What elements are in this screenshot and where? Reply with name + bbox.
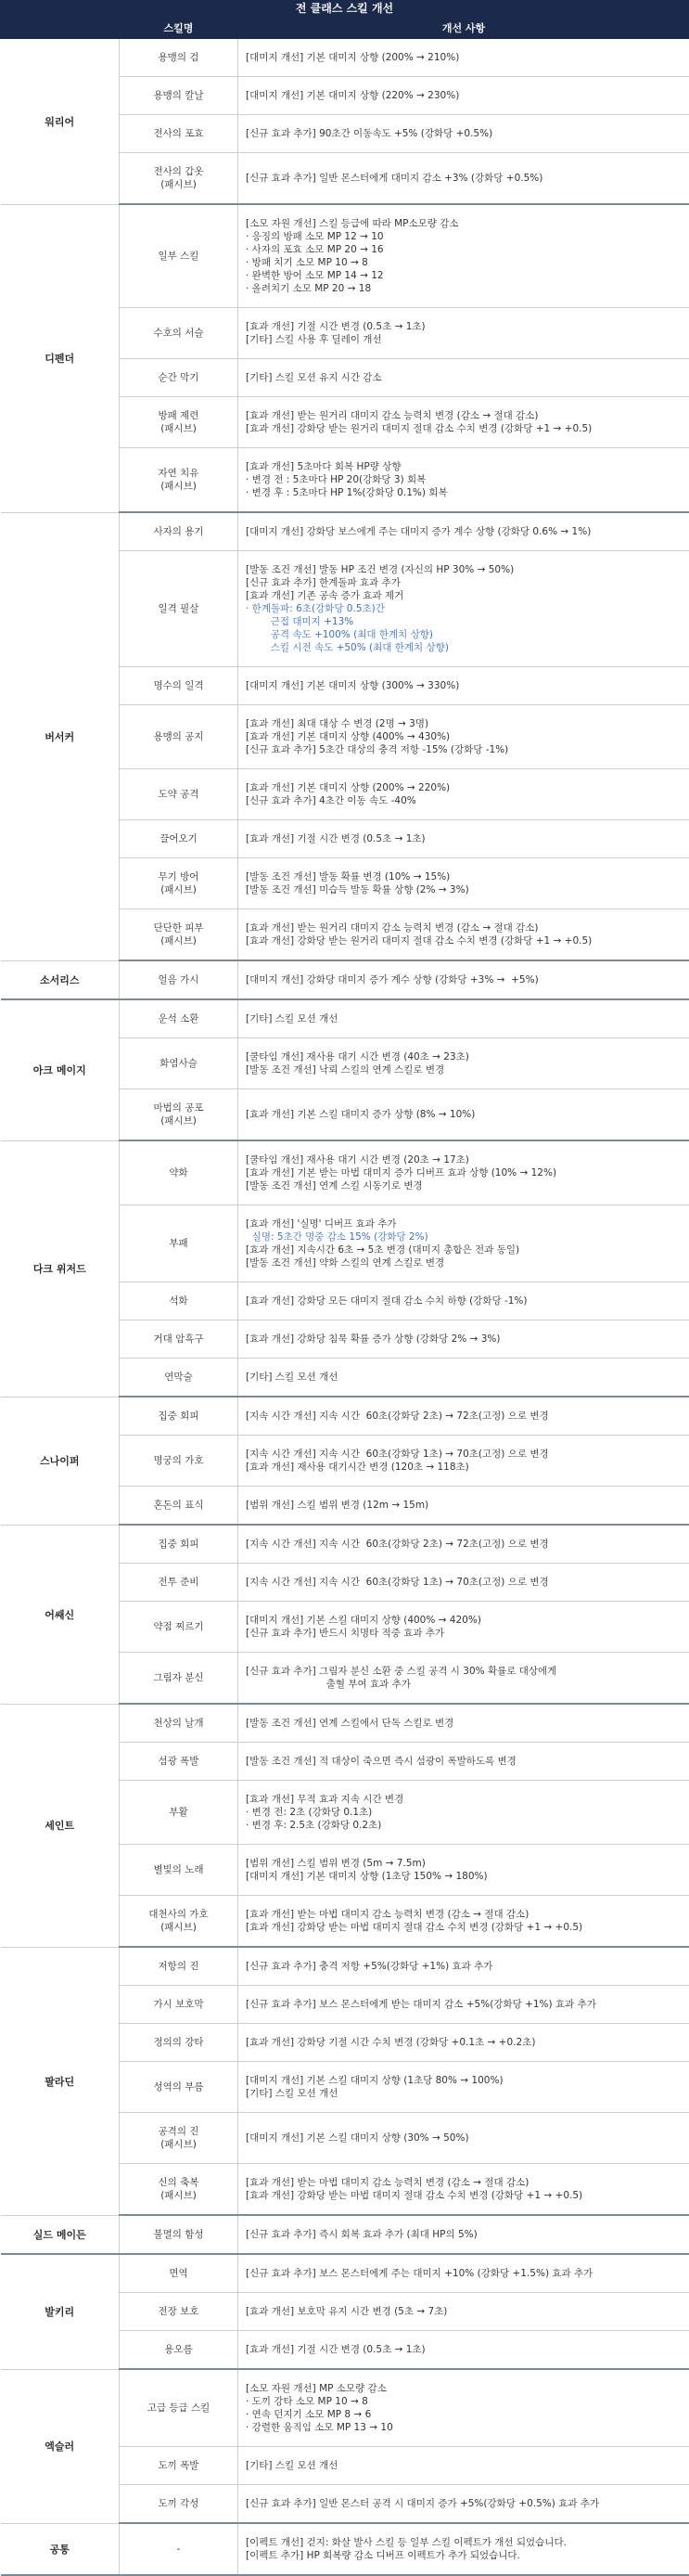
change-description (238, 1320, 689, 1359)
skill-name (120, 551, 238, 667)
skill-name-line: (패시브) (121, 480, 236, 493)
change-description (238, 1986, 689, 2024)
skill-name-line: 운석 소환 (121, 1012, 236, 1025)
change-description (238, 153, 689, 205)
change-line: [효과 개선] 기존 공속 증가 효과 제거 (246, 589, 683, 602)
change-line: [신규 효과 추가] 그림자 분신 소환 중 스킬 공격 시 30% 확률로 대상에게 (246, 1665, 683, 1678)
skill-name-line: 천상의 날개 (121, 1717, 236, 1730)
change-line: · 변경 후: 2.5초 (강화당 0.2초) (246, 1819, 683, 1832)
skill-name-line: 정의의 강타 (121, 2036, 236, 2049)
table-row (1, 2215, 689, 2254)
skill-name-line: 가시 보호막 (121, 1998, 236, 2011)
change-description (238, 1896, 689, 1948)
change-line: · 방패 치기 소모 MP 10 → 8 (246, 256, 683, 269)
change-line: [범위 개선] 스킬 범위 변경 (12m → 15m) (246, 1499, 683, 1512)
class-name: 버서커 (1, 512, 120, 960)
table-row (1, 512, 689, 551)
skill-name (120, 1525, 238, 1564)
change-column-header: 개선 사항 (238, 18, 689, 39)
change-description (238, 820, 689, 858)
change-description (238, 1436, 689, 1487)
change-line: [발동 조건 개선] 미습득 발동 확률 상향 (2% → 3%) (246, 883, 683, 896)
skill-name-line: (패시브) (121, 2138, 236, 2151)
class-column-header (1, 18, 120, 39)
change-line: [신규 효과 추가] 한계돌파 효과 추가 (246, 576, 683, 589)
change-line: [기타] 스킬 모션 개선 (246, 2087, 683, 2100)
skill-name-line: 무기 방어 (121, 870, 236, 883)
change-description (238, 397, 689, 448)
skill-name-line: 일격 필살 (121, 602, 236, 615)
skill-name (120, 1986, 238, 2024)
skill-name-line: 저항의 진 (121, 1960, 236, 1973)
skill-name (120, 999, 238, 1038)
skill-name-line: 고급 등급 스킬 (121, 2402, 236, 2415)
skill-name-line: 단단한 피부 (121, 921, 236, 934)
table-header-row (1, 18, 689, 39)
skill-name (120, 1089, 238, 1141)
skill-name-line: (패시브) (121, 422, 236, 435)
skill-name (120, 115, 238, 153)
skill-name (120, 909, 238, 961)
change-description (238, 2293, 689, 2331)
skill-name (120, 1947, 238, 1986)
skill-name-line: 일부 스킬 (121, 250, 236, 263)
skill-name (120, 2024, 238, 2062)
change-line: [대미지 개선] 기본 스킬 대미지 상향 (1초당 80% → 100%) (246, 2074, 683, 2087)
skill-name (120, 359, 238, 397)
change-line: [효과 개선] 강화당 받는 원거리 대미지 절대 감소 수치 변경 (강화당 +1 → +0.5) (246, 422, 683, 435)
skill-name (120, 2331, 238, 2370)
skill-name (120, 769, 238, 820)
skill-name-line: 그림자 분신 (121, 1671, 236, 1684)
skill-name-line: 끌어오기 (121, 832, 236, 845)
change-line: [효과 개선] 강화당 받는 마법 대미지 절대 감소 수치 변경 (강화당 +1 → +0.5) (246, 2189, 683, 2202)
skill-name-line: 방패 제련 (121, 409, 236, 422)
table-row (1, 1397, 689, 1436)
highlight-line: 스킬 시전 속도 +50% (최대 한계치 상향) (246, 641, 683, 654)
change-line: [효과 개선] 기본 대미지 상향 (200% → 220%) (246, 781, 683, 794)
skill-name (120, 1282, 238, 1320)
skill-name (120, 39, 238, 77)
change-description (238, 1564, 689, 1602)
skill-name (120, 1487, 238, 1526)
skill-name-line: 전사의 포효 (121, 127, 236, 140)
skill-name (120, 2369, 238, 2447)
table-row (1, 1525, 689, 1564)
skill-name (120, 397, 238, 448)
table-row (1, 1947, 689, 1986)
skill-name (120, 1205, 238, 1282)
skill-name (120, 308, 238, 359)
skill-name-line: 거대 암흑구 (121, 1333, 236, 1346)
change-line: [대미지 개선] 기본 대미지 상향 (200% → 210%) (246, 51, 683, 64)
change-line: [효과 개선] 최대 대상 수 변경 (2명 → 3명) (246, 717, 683, 730)
change-line: [신규 효과 추가] 5초간 대상의 충격 저항 -15% (강화당 -1%) (246, 743, 683, 756)
skill-name-line: 공격의 진 (121, 2125, 236, 2138)
class-name: 스나이퍼 (1, 1397, 120, 1525)
change-line: [기타] 스킬 모션 개선 (246, 2459, 683, 2472)
skill-column-header: 스킬명 (120, 18, 238, 39)
change-line: [효과 개선] 기본 스킬 대미지 증가 상향 (8% → 10%) (246, 1108, 683, 1121)
change-line: [지속 시간 개선] 지속 시간 60초(강화당 1초) → 70초(고정) 으로 변경 (246, 1576, 683, 1589)
change-description (238, 448, 689, 513)
change-description (238, 909, 689, 961)
change-line: · 변경 전: 2초 (강화당 0.1초) (246, 1806, 683, 1819)
change-line: [발동 조건 개선] 연계 스킬 시동기로 변경 (246, 1179, 683, 1192)
skill-name (120, 1359, 238, 1397)
change-line: [대미지 개선] 기본 대미지 상향 (300% → 330%) (246, 679, 683, 692)
change-line: [기타] 스킬 모션 유지 시간 감소 (246, 371, 683, 384)
skill-name (120, 820, 238, 858)
class-name: 발키리 (1, 2254, 120, 2369)
change-description (238, 2485, 689, 2524)
change-line: [이펙트 개선] 걷지: 화살 발사 스킬 등 일부 스킬 이펙트가 개선 되었습니다. (246, 2536, 683, 2549)
class-name: 다크 위저드 (1, 1140, 120, 1397)
skill-name-line: 부활 (121, 1806, 236, 1819)
change-description (238, 1781, 689, 1845)
skill-name-line: 약화 (121, 1166, 236, 1179)
skill-name-line: 도끼 각성 (121, 2497, 236, 2510)
skill-name-line: 불멸의 함성 (121, 2228, 236, 2241)
change-line: · 연속 던지기 소모 MP 8 → 6 (246, 2408, 683, 2421)
class-name: 어쌔신 (1, 1525, 120, 1704)
highlight-line: 공격 속도 +100% (최대 한계치 상향) (246, 628, 683, 641)
skill-name-line: 사자의 용기 (121, 525, 236, 538)
change-description (238, 1743, 689, 1781)
change-line: [신규 효과 추가] 보스 몬스터에게 받는 대미지 감소 +5%(강화당 +1%) 효과 추가 (246, 1998, 683, 2011)
change-line: [효과 개선] 기절 시간 변경 (0.5초 → 1초) (246, 2343, 683, 2356)
skill-name-line: 전장 보호 (121, 2305, 236, 2318)
change-description (238, 1359, 689, 1397)
change-line: [대미지 개선] 기본 대미지 상향 (220% → 230%) (246, 89, 683, 102)
skill-name (120, 2447, 238, 2485)
change-line: [효과 개선] 받는 마법 대미지 감소 능력치 변경 (감소 → 절대 감소) (246, 2176, 683, 2189)
skill-name-line: (패시브) (121, 178, 236, 191)
table-row (1, 1140, 689, 1205)
change-line: [신규 효과 추가] 4초간 이동 속도 -40% (246, 794, 683, 807)
table-row (1, 2523, 689, 2575)
skill-name-line: 석화 (121, 1294, 236, 1307)
table-row (1, 999, 689, 1038)
change-line: · 올려치기 소모 MP 20 → 18 (246, 282, 683, 295)
change-line: [대미지 개선] 강화당 보스에게 주는 대미지 증가 계수 상향 (강화당 0.6% → 1%) (246, 525, 683, 538)
skill-name (120, 2293, 238, 2331)
change-description (238, 2062, 689, 2113)
change-line: [신규 효과 추가] 충격 저항 +5%(강화당 +1%) 효과 추가 (246, 1960, 683, 1973)
skill-name-line: - (121, 2543, 236, 2556)
skill-name (120, 1704, 238, 1743)
change-description (238, 769, 689, 820)
change-description (238, 1038, 689, 1089)
change-line: [신규 효과 추가] 즉시 회복 효과 추가 (최대 HP의 5%) (246, 2228, 683, 2241)
change-line: [신규 효과 추가] 반드시 치명타 적중 효과 추가 (246, 1627, 683, 1640)
skill-name (120, 1564, 238, 1602)
change-description (238, 1653, 689, 1705)
change-description (238, 308, 689, 359)
skill-name (120, 1038, 238, 1089)
skill-name-line: 도끼 폭발 (121, 2459, 236, 2472)
change-line: [신규 효과 추가] 일반 몬스터에게 대미지 감소 +3% (강화당 +0.5%) (246, 172, 683, 185)
skill-name (120, 448, 238, 513)
class-name: 디펜더 (1, 204, 120, 512)
skill-name-line: 수호의 서슬 (121, 327, 236, 340)
skill-name (120, 2254, 238, 2293)
change-line: [효과 개선] 5초마다 회복 HP량 상향 (246, 460, 683, 473)
change-line: [쿨타임 개선] 재사용 대기 시간 변경 (40초 → 23초) (246, 1050, 683, 1063)
skill-name-line: 순간 막기 (121, 371, 236, 384)
change-line: [소모 자원 개선] 스킬 등급에 따라 MP소모량 감소 (246, 217, 683, 230)
skill-name (120, 960, 238, 999)
change-description (238, 204, 689, 308)
change-line: [신규 효과 추가] 일반 몬스터 공격 시 대미지 증가 +5%(강화당 +0.5%) 효과 추가 (246, 2497, 683, 2510)
change-description (238, 1704, 689, 1743)
change-line: [신규 효과 추가] 90초간 이동속도 +5% (강화당 +0.5%) (246, 127, 683, 140)
skill-name (120, 2215, 238, 2254)
table-row (1, 204, 689, 308)
skill-name-line: 전투 준비 (121, 1576, 236, 1589)
change-line: · 응징의 방패 소모 MP 12 → 10 (246, 230, 683, 243)
skill-name (120, 2485, 238, 2524)
change-description (238, 999, 689, 1038)
change-line: [효과 개선] 강화당 모든 대미지 절대 감소 수치 하향 (강화당 -1%) (246, 1294, 683, 1307)
skill-name-line: 연막술 (121, 1371, 236, 1384)
class-name: 실드 메이든 (1, 2215, 120, 2254)
change-description (238, 115, 689, 153)
skill-name-line: 명궁의 가호 (121, 1454, 236, 1467)
skill-name (120, 667, 238, 705)
change-description (238, 551, 689, 667)
skill-name-line: 명수의 일격 (121, 679, 236, 692)
class-name: 팔라딘 (1, 1947, 120, 2215)
table-row (1, 2254, 689, 2293)
skill-name-line: 별빛의 노래 (121, 1863, 236, 1876)
skill-name-line: (패시브) (121, 1114, 236, 1127)
table-row (1, 39, 689, 77)
change-line: [기타] 스킬 사용 후 딜레이 개선 (246, 333, 683, 346)
change-description (238, 2447, 689, 2485)
change-description (238, 2331, 689, 2370)
change-line: [발동 조건 개선] 발동 확률 변경 (10% → 15%) (246, 870, 683, 883)
change-line: [효과 개선] 기본 받는 마법 대미지 증가 디버프 효과 상향 (10% → 12%) (246, 1166, 683, 1179)
change-line: [대미지 개선] 기본 스킬 대미지 상향 (400% → 420%) (246, 1614, 683, 1627)
skill-name-line: 자연 치유 (121, 467, 236, 480)
class-name: 소서리스 (1, 960, 120, 999)
skill-name (120, 153, 238, 205)
change-line: [효과 개선] 받는 원거리 대미지 감소 능력치 변경 (감소 → 절대 감소) (246, 921, 683, 934)
skill-name-line: (패시브) (121, 883, 236, 896)
skill-name (120, 705, 238, 769)
skill-name-line: 혼돈의 표식 (121, 1499, 236, 1512)
highlight-line: 근접 대미지 +13% (246, 615, 683, 628)
change-description (238, 1845, 689, 1896)
change-line: [신규 효과 추가] 보스 몬스터에게 주는 대미지 +10% (강화당 +1.5%) 효과 추가 (246, 2267, 683, 2280)
change-line: [발동 조건 개선] 낙뢰 스킬의 연계 스킬로 변경 (246, 1063, 683, 1076)
skill-name (120, 2062, 238, 2113)
change-line: [발동 조건 개선] 적 대상이 죽으면 즉시 섬광이 폭발하도록 변경 (246, 1755, 683, 1768)
change-line: [대미지 개선] 기본 대미지 상향 (1초당 150% → 180%) (246, 1870, 683, 1883)
skill-name (120, 1845, 238, 1896)
change-line: · 도끼 강타 소모 MP 10 → 8 (246, 2395, 683, 2408)
change-line: [기타] 스킬 모션 개선 (246, 1012, 683, 1025)
highlight-line: · 한계돌파: 6초(강화당 0.5초)간 (246, 602, 683, 615)
change-line: [효과 개선] 기본 대미지 상향 (400% → 430%) (246, 730, 683, 743)
skill-name (120, 1436, 238, 1487)
change-line: [기타] 스킬 모션 개선 (246, 1371, 683, 1384)
skill-name (120, 1653, 238, 1705)
table-row (1, 960, 689, 999)
change-description (238, 1397, 689, 1436)
change-line: · 강렬한 움직임 소모 MP 13 → 10 (246, 2421, 683, 2434)
skill-name (120, 858, 238, 909)
skill-name-line: (패시브) (121, 1921, 236, 1934)
change-line: [효과 개선] 강화당 받는 원거리 대미지 절대 감소 수치 변경 (강화당 +1 → +0.5) (246, 934, 683, 947)
change-line: [범위 개선] 스킬 범위 변경 (5m → 7.5m) (246, 1857, 683, 1870)
change-line: [효과 개선] 기절 시간 변경 (0.5초 → 1초) (246, 320, 683, 333)
skill-name (120, 1896, 238, 1948)
change-description (238, 2215, 689, 2254)
change-line: [효과 개선] 받는 마법 대미지 감소 능력치 변경 (감소 → 절대 감소) (246, 1908, 683, 1921)
skill-name (120, 1602, 238, 1653)
skill-name (120, 77, 238, 115)
change-line: [쿨타임 개선] 재사용 대기 시간 변경 (20초 → 17초) (246, 1153, 683, 1166)
change-line: · 완벽한 방어 소모 MP 14 → 12 (246, 269, 683, 282)
change-description (238, 1205, 689, 1282)
class-name: 공통 (1, 2523, 120, 2575)
skill-name (120, 1781, 238, 1845)
change-description (238, 2024, 689, 2062)
change-line: [발동 조건 개선] 발동 HP 조건 변경 (자신의 HP 30% → 50%) (246, 563, 683, 576)
skill-name-line: 얼음 가시 (121, 973, 236, 986)
change-line: · 사자의 포효 소모 MP 20 → 16 (246, 243, 683, 256)
skill-name (120, 512, 238, 551)
skill-name-line: 성역의 부름 (121, 2080, 236, 2093)
table-row (1, 2369, 689, 2447)
table-row (1, 1704, 689, 1743)
change-description (238, 2254, 689, 2293)
skill-name-line: 대천사의 가호 (121, 1908, 236, 1921)
change-line: [효과 개선] 강화당 기절 시간 수치 변경 (강화당 +0.1초 → +0.2초) (246, 2036, 683, 2049)
change-description (238, 960, 689, 999)
skill-name-line: 면역 (121, 2267, 236, 2280)
change-line: [효과 개선] 강화당 받는 마법 대미지 절대 감소 수치 변경 (강화당 +1 → +0.5) (246, 1921, 683, 1934)
skill-name-line: 용맹의 검 (121, 51, 236, 64)
change-line: [발동 조건 개선] 약화 스킬의 연계 스킬로 변경 (246, 1256, 683, 1269)
change-description (238, 2164, 689, 2216)
change-line: [효과 개선] 무적 효과 지속 시간 변경 (246, 1793, 683, 1806)
change-line: [대미지 개선] 강화당 대미지 증가 계수 상향 (강화당 +3% → +5%) (246, 973, 683, 986)
change-line: · 변경 후 : 5초마다 HP 1%(강화당 0.1%) 회복 (246, 486, 683, 499)
skill-name (120, 1743, 238, 1781)
table-body (1, 39, 689, 2576)
change-line: · 변경 전 : 5초마다 HP 20(강화당 3) 회복 (246, 473, 683, 486)
change-description (238, 705, 689, 769)
change-description (238, 359, 689, 397)
change-description (238, 1487, 689, 1526)
skill-name-line: 마법의 공포 (121, 1101, 236, 1114)
skill-name (120, 1140, 238, 1205)
skill-table (0, 17, 689, 2576)
change-description (238, 1140, 689, 1205)
skill-name-line: 집중 회피 (121, 1538, 236, 1551)
change-line: [발동 조건 개선] 연계 스킬에서 단독 스킬로 변경 (246, 1717, 683, 1730)
skill-name (120, 2164, 238, 2216)
page-title: 전 클래스 스킬 개선 (0, 0, 689, 17)
change-description (238, 1282, 689, 1320)
change-description (238, 2113, 689, 2164)
change-line: [대미지 개선] 기본 스킬 대미지 상향 (30% → 50%) (246, 2132, 683, 2145)
skill-name-line: 섬광 폭발 (121, 1755, 236, 1768)
class-name: 아크 메이지 (1, 999, 120, 1140)
skill-name-line: 도약 공격 (121, 788, 236, 801)
skill-name (120, 2523, 238, 2575)
change-description (238, 667, 689, 705)
change-line: [효과 개선] 재사용 대기시간 변경 (120초 → 118초) (246, 1461, 683, 1474)
change-description (238, 1089, 689, 1141)
skill-name-line: (패시브) (121, 2189, 236, 2202)
skill-name-line: 용맹의 칼날 (121, 89, 236, 102)
highlight-line: 실명: 5초간 명중 감소 15% (강화당 2%) (246, 1230, 683, 1243)
skill-name-line: 부패 (121, 1237, 236, 1250)
change-description (238, 858, 689, 909)
change-line: [소모 자원 개선] MP 소모량 감소 (246, 2382, 683, 2395)
change-line: [지속 시간 개선] 지속 시간 60초(강화당 2초) → 72초(고정) 으로 변경 (246, 1410, 683, 1423)
change-description (238, 1947, 689, 1986)
skill-name-line: 화염사슬 (121, 1057, 236, 1070)
change-line: 출혈 부여 효과 추가 (246, 1678, 683, 1691)
class-name: 엑슬러 (1, 2369, 120, 2523)
skill-name (120, 1397, 238, 1436)
skill-name-line: 집중 회피 (121, 1410, 236, 1423)
skill-name-line: 용오름 (121, 2343, 236, 2356)
change-line: [이펙트 추가] HP 회복량 감소 디버프 이펙트가 추가 되었습니다. (246, 2549, 683, 2562)
skill-name-line: 신의 축복 (121, 2176, 236, 2189)
change-line: [지속 시간 개선] 지속 시간 60초(강화당 1초) → 70초(고정) 으로 변경 (246, 1448, 683, 1461)
change-line: [지속 시간 개선] 지속 시간 60초(강화당 2초) → 72초(고정) 으로 변경 (246, 1538, 683, 1551)
change-line: [효과 개선] 기절 시간 변경 (0.5초 → 1초) (246, 832, 683, 845)
change-description (238, 2523, 689, 2575)
skill-name-line: 용맹의 공지 (121, 730, 236, 743)
class-name: 세인트 (1, 1704, 120, 1947)
skill-name (120, 204, 238, 308)
skill-name-line: 약점 찌르기 (121, 1620, 236, 1633)
change-description (238, 1602, 689, 1653)
change-line: [효과 개선] 받는 원거리 대미지 감소 능력치 변경 (감소 → 절대 감소) (246, 409, 683, 422)
change-description (238, 39, 689, 77)
change-line: [효과 개선] 보호막 유지 시간 변경 (5초 → 7초) (246, 2305, 683, 2318)
change-description (238, 512, 689, 551)
class-name: 워리어 (1, 39, 120, 205)
skill-name-line: 전사의 갑옷 (121, 165, 236, 178)
change-description (238, 1525, 689, 1564)
change-line: [효과 개선] 강화당 침묵 확률 증가 상향 (강화당 2% → 3%) (246, 1333, 683, 1346)
skill-name-line: (패시브) (121, 934, 236, 947)
change-description (238, 2369, 689, 2447)
change-line: [효과 개선] '실명' 디버프 효과 추가 (246, 1217, 683, 1230)
skill-name (120, 2113, 238, 2164)
change-line: [효과 개선] 지속시간 6초 → 5초 변경 (대미지 총합은 전과 동일) (246, 1243, 683, 1256)
change-description (238, 77, 689, 115)
skill-name (120, 1320, 238, 1359)
